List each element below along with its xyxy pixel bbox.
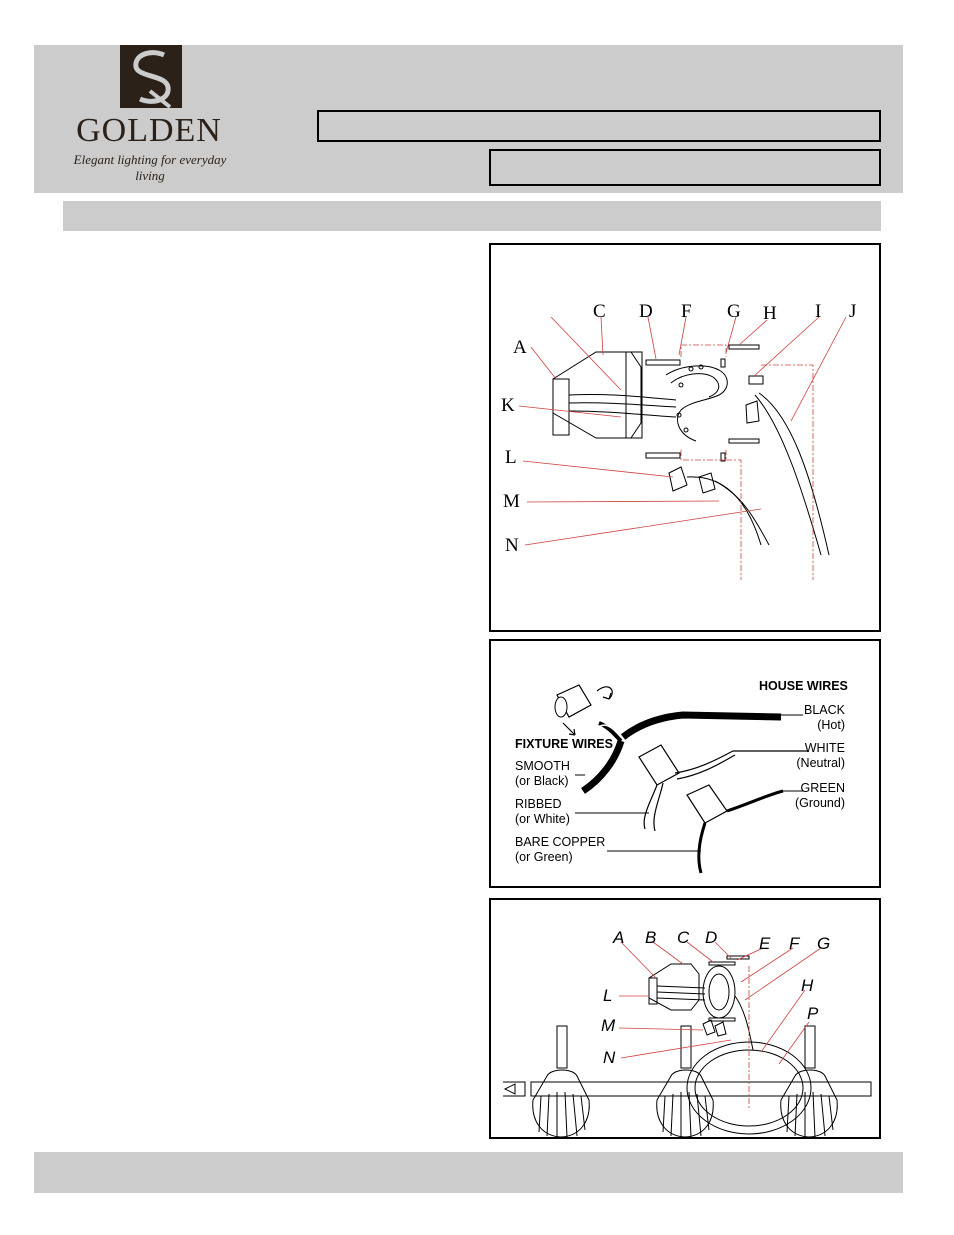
assembly-label-l: L [603,986,613,1005]
fixture-copper-line1: BARE COPPER [515,835,606,849]
assembly-label-d: D [705,928,718,947]
house-white-line1: WHITE [804,741,845,755]
assembly-label-e: E [759,934,771,953]
house-black-label [804,703,845,733]
fixture-assembly-panel [489,898,881,1139]
assembly-label-f: F [789,934,800,953]
fixture-copper-line2: (or Green) [515,850,573,864]
assembly-label-c: C [677,928,690,947]
fixture-ribbed-line2: (or White) [515,812,570,826]
label-a: A [513,337,527,358]
assembly-label-g: G [817,934,831,953]
footer-band [34,1152,903,1193]
logo-wordmark: GOLDEN [76,112,222,149]
fixture-wires-title: FIXTURE WIRES [515,737,613,751]
label-j: J [849,301,857,322]
wiring-diagram-panel [489,639,881,888]
fixture-smooth-line2: (or Black) [515,774,569,788]
fixture-smooth-label [515,759,570,789]
house-white-label [796,741,845,771]
fixture-copper-label [515,835,605,865]
label-d: D [639,301,653,322]
house-green-label [795,781,845,811]
label-n: N [505,535,519,556]
assembly-label-b: B [645,928,657,947]
product-number-box [489,149,881,186]
fixture-ribbed-line1: RIBBED [515,797,562,811]
house-green-line1: GREEN [800,781,845,795]
house-white-line2: (Neutral) [796,756,845,770]
assembly-label-h: H [801,976,814,995]
label-l: L [505,447,517,468]
label-f: F [681,301,692,322]
label-h: H [763,303,777,324]
house-black-line2: (Hot) [817,718,845,732]
fixture-smooth-line1: SMOOTH [515,759,570,773]
label-m: M [503,491,520,512]
section-heading-band [63,201,881,231]
label-g: G [727,301,741,322]
assembly-label-m: M [601,1016,616,1035]
label-k: K [501,395,515,416]
assembly-label-n: N [603,1048,616,1067]
house-black-line1: BLACK [804,703,845,717]
house-wires-title: HOUSE WIRES [759,679,848,693]
house-green-line2: (Ground) [794,796,845,810]
assembly-label-a: A [613,928,625,947]
fixture-ribbed-label [515,797,570,827]
logo-tagline: Elegant lighting for everyday living [73,152,227,183]
product-title-box [317,110,881,142]
label-c: C [593,301,606,322]
mounting-diagram-panel [489,243,881,632]
logo-mark-icon [120,45,182,108]
assembly-label-p: P [807,1004,819,1023]
label-i: I [815,301,822,322]
